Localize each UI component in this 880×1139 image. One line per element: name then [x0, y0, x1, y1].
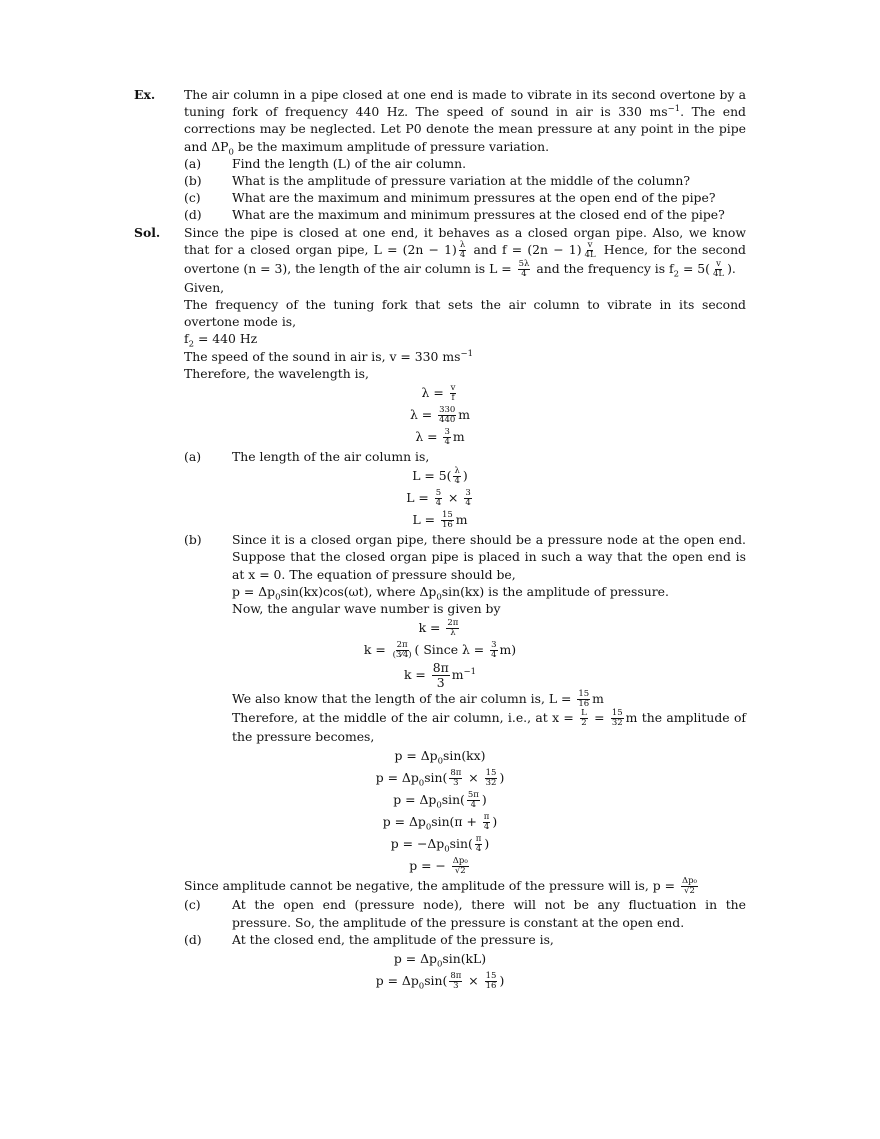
equation-line [134, 382, 746, 404]
block-text [134, 970, 746, 992]
text-run: p = Δp [393, 792, 437, 808]
text-run: be the maximum amplitude of pressure variation. [233, 138, 550, 154]
text-run: m [451, 667, 464, 683]
text-run: The length of the air column is, [232, 449, 430, 465]
fraction-numerator: 15 [578, 689, 590, 700]
equation-line [134, 745, 746, 767]
fraction-numerator: 2π [447, 618, 459, 629]
text-run: Find the length (L) of the air column. [232, 155, 467, 171]
fraction [452, 857, 469, 876]
block-text [134, 833, 746, 855]
fraction-numerator: 15 [485, 768, 497, 779]
text-run: sin( [424, 770, 448, 786]
text-run: p = Δp [394, 748, 438, 764]
fraction-denominator: 3 [436, 675, 445, 691]
text-run: Therefore, the wavelength is, [184, 365, 369, 381]
text-run: The speed of the sound in air is, v = 330 ms [184, 348, 461, 364]
fraction [453, 467, 460, 486]
subscript: 0 [275, 592, 281, 603]
text-run: Therefore, at the middle of the air column, i.e., at x = [232, 710, 579, 726]
text-run: m [592, 691, 604, 707]
text-run: p = Δp [382, 814, 426, 830]
block-text [184, 279, 746, 296]
fraction [438, 406, 456, 425]
block-text [134, 404, 746, 426]
fraction [449, 972, 462, 991]
text-run: k = [403, 667, 430, 683]
equation-line [134, 465, 746, 487]
equation-line [134, 855, 746, 877]
fraction-denominator: 16 [485, 981, 497, 992]
block-text [232, 172, 746, 189]
text-run: p = Δp [375, 770, 419, 786]
text-run: ) [492, 814, 498, 830]
block-text [232, 931, 746, 948]
fraction-denominator: 4 [459, 249, 466, 260]
fraction-numerator: 8π [432, 660, 449, 676]
block-text [232, 583, 746, 603]
text-run: ) [499, 770, 505, 786]
subscript: 0 [425, 822, 432, 833]
fraction-numerator: 5π [467, 790, 479, 801]
equation-line [134, 661, 746, 690]
text-run: At the closed end, the amplitude of the pressure is, [232, 931, 554, 947]
paragraph [134, 86, 746, 158]
fraction [441, 511, 454, 530]
text-run: m) [499, 642, 517, 658]
text-run: We also know that the length of the air column is, L = [232, 691, 576, 707]
text-run: λ = [421, 385, 448, 401]
item-label: (a) [184, 449, 202, 465]
equation-line [134, 487, 746, 509]
superscript: −1 [460, 348, 473, 359]
text-run: m [458, 407, 471, 423]
fraction-numerator: v [716, 258, 721, 269]
text-run: The air column in a pipe closed at one end is made to vibrate in its second overtone by a tuning fork of frequency 440 Hz. The speed of sound in air is 330 ms [184, 87, 746, 120]
block-text [232, 600, 746, 617]
text-run: k = [418, 620, 445, 636]
fraction [443, 428, 450, 447]
text-run: m [452, 429, 465, 445]
equation-line [134, 639, 746, 661]
text-run: p = Δp [375, 973, 419, 989]
fraction-denominator: 4L [584, 249, 596, 260]
text-run: sin(kx) [443, 748, 486, 764]
fraction [681, 877, 698, 896]
paragraph [134, 224, 746, 279]
text-run: L = [412, 512, 439, 528]
block-text [184, 86, 746, 158]
block-text [134, 661, 746, 690]
text-run: What are the maximum and minimum pressures at the closed end of the pipe? [232, 207, 725, 223]
fraction-numerator: λ [459, 239, 466, 250]
block-text [184, 877, 746, 896]
fraction [467, 791, 480, 810]
fraction-denominator: 4 [465, 498, 471, 509]
fraction-denominator: 4 [470, 800, 477, 811]
block-text [134, 948, 746, 970]
fraction-numerator: Δp₀ [681, 876, 697, 887]
item-label: (b) [184, 173, 202, 189]
text-run: and f = (2n − 1) [468, 241, 582, 257]
fraction-denominator: 16 [441, 520, 453, 531]
equation-line [134, 404, 746, 426]
text-run: ) [462, 468, 468, 484]
fraction-numerator: 2π [396, 640, 408, 651]
fraction-denominator: 4 [444, 437, 450, 448]
text-run: × [464, 770, 483, 786]
fraction-numerator: v [587, 239, 593, 250]
paragraph [134, 348, 746, 365]
fraction [464, 489, 471, 508]
text-run: sin(kx) is the amplitude of pressure. [441, 583, 669, 599]
text-run: sin( [441, 792, 465, 808]
block-text [232, 690, 746, 709]
fraction-denominator: (3⁄4) [392, 650, 412, 661]
subscript: 0 [436, 592, 442, 603]
text-run: Since the pipe is closed at one end, it behaves as a closed organ pipe. Also, we know that for a closed organ pipe, L = (2n − 1) [184, 224, 746, 257]
fraction [475, 835, 483, 854]
text-run: f [184, 331, 189, 347]
item-label: (c) [184, 190, 201, 206]
block-text [184, 365, 746, 382]
superscript: −1 [667, 104, 681, 115]
text-run: sin( [449, 836, 473, 852]
block-text [232, 448, 746, 465]
equation-line [134, 509, 746, 531]
text-run: L = [406, 490, 433, 506]
text-run: m [455, 512, 468, 528]
text-run: At the open end (pressure node), there will not be any fluctuation in the pressure. So, the amplitude of the pressure is constant at the open end. [232, 897, 746, 930]
fraction-numerator: π [483, 812, 490, 823]
text-run: = 5( [679, 260, 711, 276]
text-run: ). [727, 260, 736, 276]
equation-line [134, 811, 746, 833]
text-run: × [444, 490, 463, 506]
text-run: . The end corrections may be neglected. Let P0 denote the mean pressure at any point in the pipe and ΔP [184, 104, 746, 154]
text-run: ) [484, 836, 490, 852]
fraction-numerator: v [450, 383, 456, 394]
text-run: Since amplitude cannot be negative, the amplitude of the pressure will is, p = [184, 878, 679, 894]
text-run: λ = [415, 429, 442, 445]
block-text [134, 789, 746, 811]
block-text [184, 224, 746, 279]
paragraph [134, 296, 746, 330]
fraction-denominator: 2 [581, 718, 587, 729]
text-run: sin(π + [431, 814, 481, 830]
block-text [232, 709, 746, 745]
block-text [184, 296, 746, 330]
fraction-denominator: λ [450, 628, 456, 639]
paragraph [134, 365, 746, 382]
equation-line [134, 970, 746, 992]
subscript: 0 [228, 147, 234, 158]
block-text [134, 855, 746, 877]
text-run: What are the maximum and minimum pressures at the open end of the pipe? [232, 190, 716, 206]
block-text [134, 509, 746, 531]
block-text [134, 465, 746, 487]
section-label: Ex. [134, 87, 156, 102]
block-text [134, 745, 746, 767]
text-run: sin(kL) [442, 951, 487, 967]
equation-line [134, 617, 746, 639]
fraction-numerator: 15 [611, 708, 623, 719]
fraction [577, 690, 590, 709]
item-label: (c) [184, 897, 201, 913]
text-run: and the frequency is f [532, 260, 674, 276]
text-run: What is the amplitude of pressure variation at the middle of the column? [232, 173, 690, 189]
text-run: Now, the angular wave number is given by [232, 601, 501, 617]
subscript: 0 [437, 756, 444, 767]
fraction-denominator: 3 [453, 981, 459, 992]
subscript: 0 [418, 778, 425, 789]
fraction-denominator: √2 [454, 866, 466, 877]
sub-question-item [134, 172, 746, 189]
text-run: p = −Δp [390, 836, 445, 852]
fraction [459, 241, 466, 260]
fraction-denominator: 4 [454, 476, 460, 487]
fraction-denominator: 32 [485, 778, 497, 789]
fraction [490, 641, 497, 660]
fraction-numerator: 3 [444, 427, 450, 438]
fraction-numerator: Δp₀ [452, 856, 468, 867]
fraction-numerator: 8π [450, 971, 462, 982]
text-run: k = [363, 642, 390, 658]
fraction-denominator: 4 [475, 844, 482, 855]
block-text [232, 155, 746, 172]
subscript: 2 [188, 339, 195, 350]
fraction-denominator: 16 [578, 699, 590, 710]
block-text [232, 206, 746, 223]
block-text [184, 330, 746, 350]
block-text [134, 487, 746, 509]
sub-question-item [134, 931, 746, 948]
text-run: λ = [409, 407, 437, 423]
block-text [184, 348, 746, 365]
text-run: = 440 Hz [194, 331, 258, 347]
equation-line [134, 789, 746, 811]
fraction [611, 709, 624, 728]
superscript: −1 [463, 667, 477, 678]
fraction-denominator: √2 [684, 886, 695, 897]
fraction-denominator: 3 [453, 778, 459, 789]
sub-question-item [134, 189, 746, 206]
text-run: ( Since λ = [414, 642, 489, 658]
fraction-numerator: 3 [491, 640, 497, 651]
fraction-denominator: 4L [713, 268, 725, 279]
paragraph [134, 600, 746, 617]
fraction-numerator: λ [454, 466, 460, 477]
subscript: 0 [436, 800, 442, 811]
text-run: sin( [424, 973, 448, 989]
paragraph [134, 877, 746, 896]
text-run: = [589, 710, 609, 726]
text-run: Hence, for the second overtone (n = 3), the length of the air column is L = [184, 241, 746, 276]
text-run: The frequency of the tuning fork that sets the air column to vibrate in its second overtone mode is, [184, 297, 746, 330]
text-run: × [464, 973, 483, 989]
text-run: Given, [184, 279, 225, 295]
fraction [584, 241, 597, 260]
text-run: p = Δp [232, 583, 276, 599]
block-text [134, 767, 746, 789]
item-label: (d) [184, 931, 202, 947]
section-label: Sol. [134, 224, 161, 240]
document-page [134, 86, 746, 992]
fraction-numerator: 8π [450, 768, 462, 779]
subscript: 2 [673, 269, 680, 280]
fraction [485, 972, 498, 991]
text-run: ) [499, 973, 505, 989]
block-text [232, 189, 746, 206]
paragraph [134, 583, 746, 603]
block-text [134, 426, 746, 448]
fraction-denominator: 4 [435, 498, 442, 509]
subscript: 0 [418, 981, 425, 992]
sub-question-item [134, 206, 746, 223]
paragraph [134, 279, 746, 296]
equation-line [134, 948, 746, 970]
subscript: 0 [444, 844, 450, 855]
fraction [580, 709, 588, 728]
fraction-numerator: 15 [485, 971, 497, 982]
fraction-denominator: 32 [611, 718, 623, 729]
block-text [134, 617, 746, 639]
fraction [446, 619, 459, 638]
sub-question-item [134, 448, 746, 465]
paragraph [134, 690, 746, 709]
paragraph [134, 709, 746, 745]
fraction-denominator: 440 [439, 415, 456, 426]
sub-question-item [134, 155, 746, 172]
item-label: (d) [184, 207, 202, 223]
text-run: p = Δp [393, 951, 437, 967]
text-run: L = 5( [412, 468, 452, 484]
fraction-denominator: f [451, 393, 455, 404]
block-text [232, 896, 746, 930]
fraction-numerator: 5 [435, 488, 442, 499]
item-label: (b) [184, 532, 202, 548]
block-text [134, 811, 746, 833]
fraction [483, 813, 491, 832]
fraction-denominator: 4 [483, 822, 490, 833]
text-run: m the amplitude of the pressure becomes, [232, 710, 746, 745]
block-text [134, 382, 746, 404]
fraction-numerator: 3 [465, 488, 471, 499]
fraction [485, 769, 498, 788]
fraction [712, 260, 725, 279]
sub-question-item [134, 896, 746, 930]
item-label: (a) [184, 155, 202, 171]
fraction [392, 641, 413, 660]
block-text [134, 639, 746, 661]
fraction-numerator: π [475, 834, 482, 845]
text-run: p = − [409, 858, 450, 874]
fraction-numerator: L [581, 708, 587, 719]
fraction [450, 384, 457, 403]
fraction-denominator: 4 [521, 268, 527, 279]
subscript: 0 [436, 959, 443, 970]
fraction [518, 260, 531, 279]
block-text [232, 531, 746, 583]
equation-line [134, 767, 746, 789]
equation-line [134, 833, 746, 855]
fraction-numerator: 5λ [518, 258, 530, 269]
fraction-numerator: 330 [439, 405, 456, 416]
equation-line [134, 426, 746, 448]
fraction [449, 769, 462, 788]
text-run: ) [481, 792, 487, 808]
text-run: Since it is a closed organ pipe, there should be a pressure node at the open end. Suppose that the closed organ pipe is placed in such a way that the open end is at x = 0. The equation of pressure should be, [232, 532, 746, 582]
fraction [435, 489, 442, 508]
paragraph [134, 330, 746, 350]
fraction-numerator: 15 [441, 510, 453, 521]
sub-question-item [134, 531, 746, 583]
text-run: sin(kx)cos(ωt), where Δp [280, 583, 437, 599]
fraction-denominator: 4 [491, 650, 497, 661]
fraction [432, 661, 450, 690]
